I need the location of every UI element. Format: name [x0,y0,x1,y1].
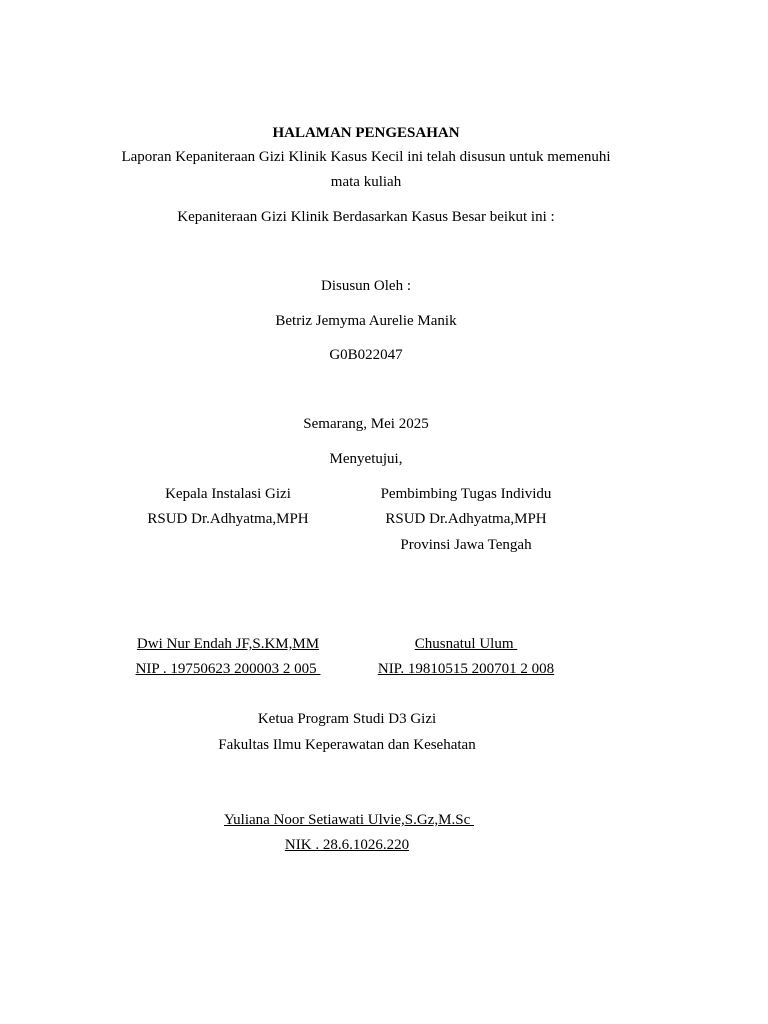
page-title: HALAMAN PENGESAHAN [272,125,460,141]
right-signatory-id: NIP. 19810515 200701 2 008 [377,661,555,677]
left-role-line-2: RSUD Dr.Adhyatma,MPH [147,511,309,527]
right-role-line-1: Pembimbing Tugas Individu [380,486,552,502]
course-line: Kepaniteraan Gizi Klinik Berdasarkan Kasus Besar beikut ini : [177,209,555,225]
author-label: Disusun Oleh : [321,278,411,294]
author-name: Betriz Jemyma Aurelie Manik [275,313,457,329]
intro-line-1: Laporan Kepaniteraan Gizi Klinik Kasus Kecil ini telah disusun untuk memenuhi [121,149,611,165]
author-id: G0B022047 [329,347,403,363]
right-role-line-3: Provinsi Jawa Tengah [400,537,532,553]
right-role-line-2: RSUD Dr.Adhyatma,MPH [385,511,547,527]
bottom-role-line-2: Fakultas Ilmu Keperawatan dan Kesehatan [218,737,476,753]
left-signatory-name: Dwi Nur Endah JF,S.KM,MM [136,636,320,652]
bottom-role-line-1: Ketua Program Studi D3 Gizi [257,711,437,727]
intro-line-2: mata kuliah [330,174,402,190]
right-signatory-name: Chusnatul Ulum [414,636,518,652]
left-role-line-1: Kepala Instalasi Gizi [165,486,291,502]
approval-label: Menyetujui, [329,451,403,467]
bottom-signatory-id: NIK . 28.6.1026.220 [284,837,410,853]
bottom-signatory-name: Yuliana Noor Setiawati Ulvie,S.Gz,M.Sc [224,812,474,828]
left-signatory-id: NIP . 19750623 200003 2 005 [135,661,321,677]
place-date: Semarang, Mei 2025 [303,416,429,432]
